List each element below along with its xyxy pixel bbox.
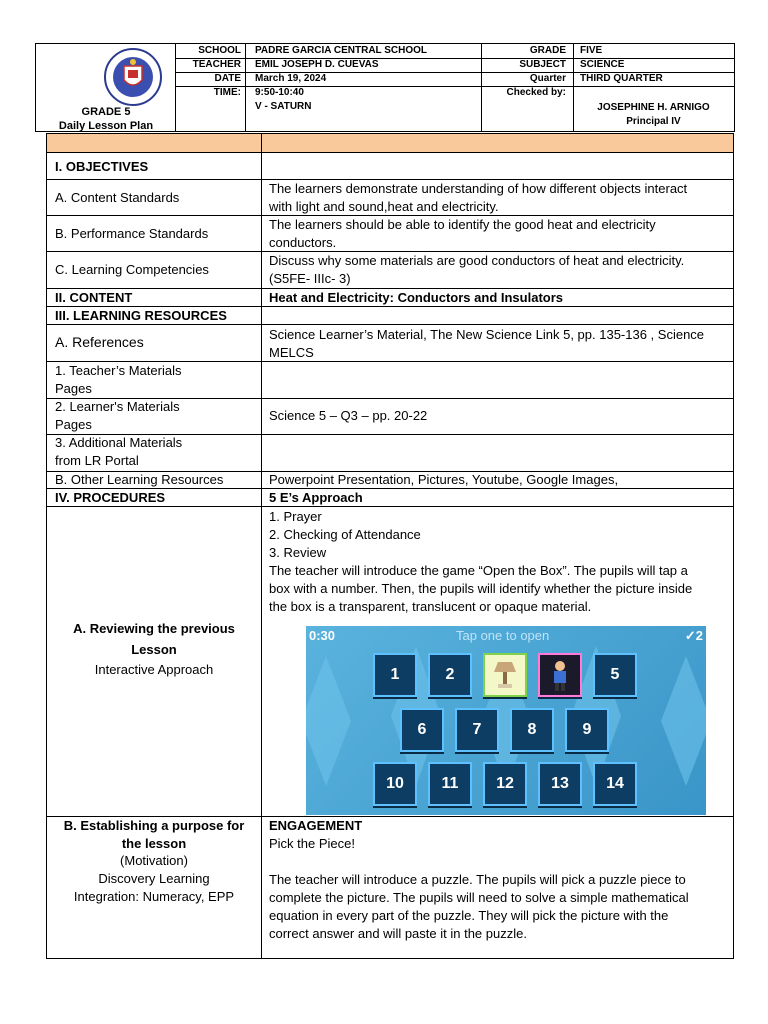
game-box-11[interactable]: 11: [428, 762, 472, 806]
review-label-3: Interactive Approach: [94, 662, 214, 677]
open-the-box-game-image: [306, 626, 706, 815]
grade-label: GRADE: [529, 45, 566, 56]
game-box-7[interactable]: 7: [455, 708, 499, 752]
review-item-2: 2. Checking of Attendance: [269, 527, 421, 542]
review-label-2: Lesson: [131, 642, 177, 657]
engagement-text-4: correct answer and will paste it in the puzzle.: [269, 926, 527, 941]
references-text-1: Science Learner’s Material, The New Science Link 5, pp. 135-136 , Science: [269, 327, 705, 342]
plan-title-grade: GRADE 5: [81, 106, 131, 118]
quarter-label: Quarter: [529, 73, 566, 84]
school-label: SCHOOL: [198, 45, 241, 56]
learning-competencies-label: C. Learning Competencies: [55, 262, 209, 277]
review-text-3: the box is a transparent, translucent or opaque material.: [269, 599, 592, 614]
game-box-4-opened-person[interactable]: [538, 653, 582, 697]
teachers-materials-label-1: 1. Teacher’s Materials: [55, 363, 182, 378]
engagement-title: ENGAGEMENT: [269, 818, 363, 833]
additional-materials-label-2: from LR Portal: [55, 453, 139, 468]
engagement-text-3: equation in every part of the puzzle. They will pick the picture with the: [269, 908, 669, 923]
content-standards-text-2: with light and sound,heat and electricity.: [269, 199, 499, 214]
school-value: PADRE GARCIA CENTRAL SCHOOL: [255, 45, 428, 56]
learning-competencies-text-1: Discuss why some materials are good conductors of heat and electricity.: [269, 253, 685, 268]
review-label-1: A. Reviewing the previous: [73, 621, 235, 636]
game-box-1[interactable]: 1: [373, 653, 417, 697]
subject-value: SCIENCE: [580, 59, 625, 70]
game-box-5[interactable]: 5: [593, 653, 637, 697]
deped-seal-logo: [104, 48, 162, 106]
header-table: [35, 43, 735, 132]
game-score: ✓2: [684, 628, 703, 643]
performance-standards-text-1: The learners should be able to identify the good heat and electricity: [269, 217, 656, 232]
references-text-2: MELCS: [269, 345, 314, 360]
teacher-label: TEACHER: [192, 59, 241, 70]
game-instruction: Tap one to open: [456, 628, 550, 643]
performance-standards-text-2: conductors.: [269, 235, 337, 250]
game-box-9[interactable]: 9: [565, 708, 609, 752]
orange-band: [47, 134, 733, 152]
person-icon: [545, 658, 575, 692]
content-standards-text-1: The learners demonstrate understanding of how different objects interact: [269, 181, 688, 196]
game-box-8[interactable]: 8: [510, 708, 554, 752]
content-value: Heat and Electricity: Conductors and Insulators: [269, 290, 563, 305]
lesson-plan-table: [46, 133, 734, 959]
references-label: A. References: [55, 334, 144, 350]
date-value: March 19, 2024: [255, 73, 327, 84]
section-value: V - SATURN: [255, 101, 312, 112]
purpose-label-5: Integration: Numeracy, EPP: [73, 889, 235, 904]
objectives-heading: I. OBJECTIVES: [55, 159, 149, 174]
review-item-1: 1. Prayer: [269, 509, 322, 524]
checker-title: Principal IV: [626, 116, 681, 127]
grade-value: FIVE: [580, 45, 603, 56]
engagement-text-1: The teacher will introduce a puzzle. The pupils will pick a puzzle piece to: [269, 872, 686, 887]
teachers-materials-label-2: Pages: [55, 381, 92, 396]
checker-name: JOSEPHINE H. ARNIGO: [597, 102, 710, 113]
review-text-1: The teacher will introduce the game “Open the Box”. The pupils will tap a: [269, 563, 688, 578]
game-box-14[interactable]: 14: [593, 762, 637, 806]
content-heading: II. CONTENT: [55, 290, 133, 305]
learners-materials-value: Science 5 – Q3 – pp. 20-22: [269, 408, 428, 423]
checked-by-label: Checked by:: [506, 87, 566, 98]
lamp-icon: [490, 658, 520, 692]
date-label: DATE: [214, 73, 241, 84]
game-box-6[interactable]: 6: [400, 708, 444, 752]
additional-materials-label-1: 3. Additional Materials: [55, 435, 183, 450]
quarter-value: THIRD QUARTER: [580, 73, 663, 84]
purpose-label-3: (Motivation): [120, 853, 188, 868]
learning-competencies-text-2: (S5FE- IIIc- 3): [269, 271, 351, 286]
plan-title: Daily Lesson Plan: [58, 120, 154, 132]
game-box-12[interactable]: 12: [483, 762, 527, 806]
purpose-label-2: the lesson: [121, 836, 187, 851]
time-value: 9:50-10:40: [255, 87, 304, 98]
other-resources-label: B. Other Learning Resources: [55, 472, 224, 487]
time-label: TIME:: [213, 87, 241, 98]
teacher-value: EMIL JOSEPH D. CUEVAS: [255, 59, 379, 70]
learners-materials-label-2: Pages: [55, 417, 92, 432]
learning-resources-heading: III. LEARNING RESOURCES: [55, 308, 227, 323]
procedures-value: 5 E’s Approach: [269, 490, 363, 505]
game-box-13[interactable]: 13: [538, 762, 582, 806]
engagement-text-2: complete the picture. The pupils will need to solve a simple mathematical: [269, 890, 689, 905]
game-timer: 0:30: [309, 628, 336, 643]
purpose-label-4: Discovery Learning: [98, 871, 210, 886]
game-box-10[interactable]: 10: [373, 762, 417, 806]
procedures-heading: IV. PROCEDURES: [55, 490, 166, 505]
game-box-2[interactable]: 2: [428, 653, 472, 697]
other-resources-value: Powerpoint Presentation, Pictures, Youtube, Google Images,: [269, 472, 619, 487]
subject-label: SUBJECT: [519, 59, 566, 70]
purpose-label-1: B. Establishing a purpose for: [63, 818, 245, 833]
learners-materials-label-1: 2. Learner's Materials: [55, 399, 180, 414]
game-box-3-opened-lamp[interactable]: [483, 653, 527, 697]
review-item-3: 3. Review: [269, 545, 327, 560]
engagement-subtitle: Pick the Piece!: [269, 836, 355, 851]
content-standards-label: A. Content Standards: [55, 190, 180, 205]
performance-standards-label: B. Performance Standards: [55, 226, 209, 241]
review-text-2: box with a number. Then, the pupils will identify whether the picture inside: [269, 581, 693, 596]
